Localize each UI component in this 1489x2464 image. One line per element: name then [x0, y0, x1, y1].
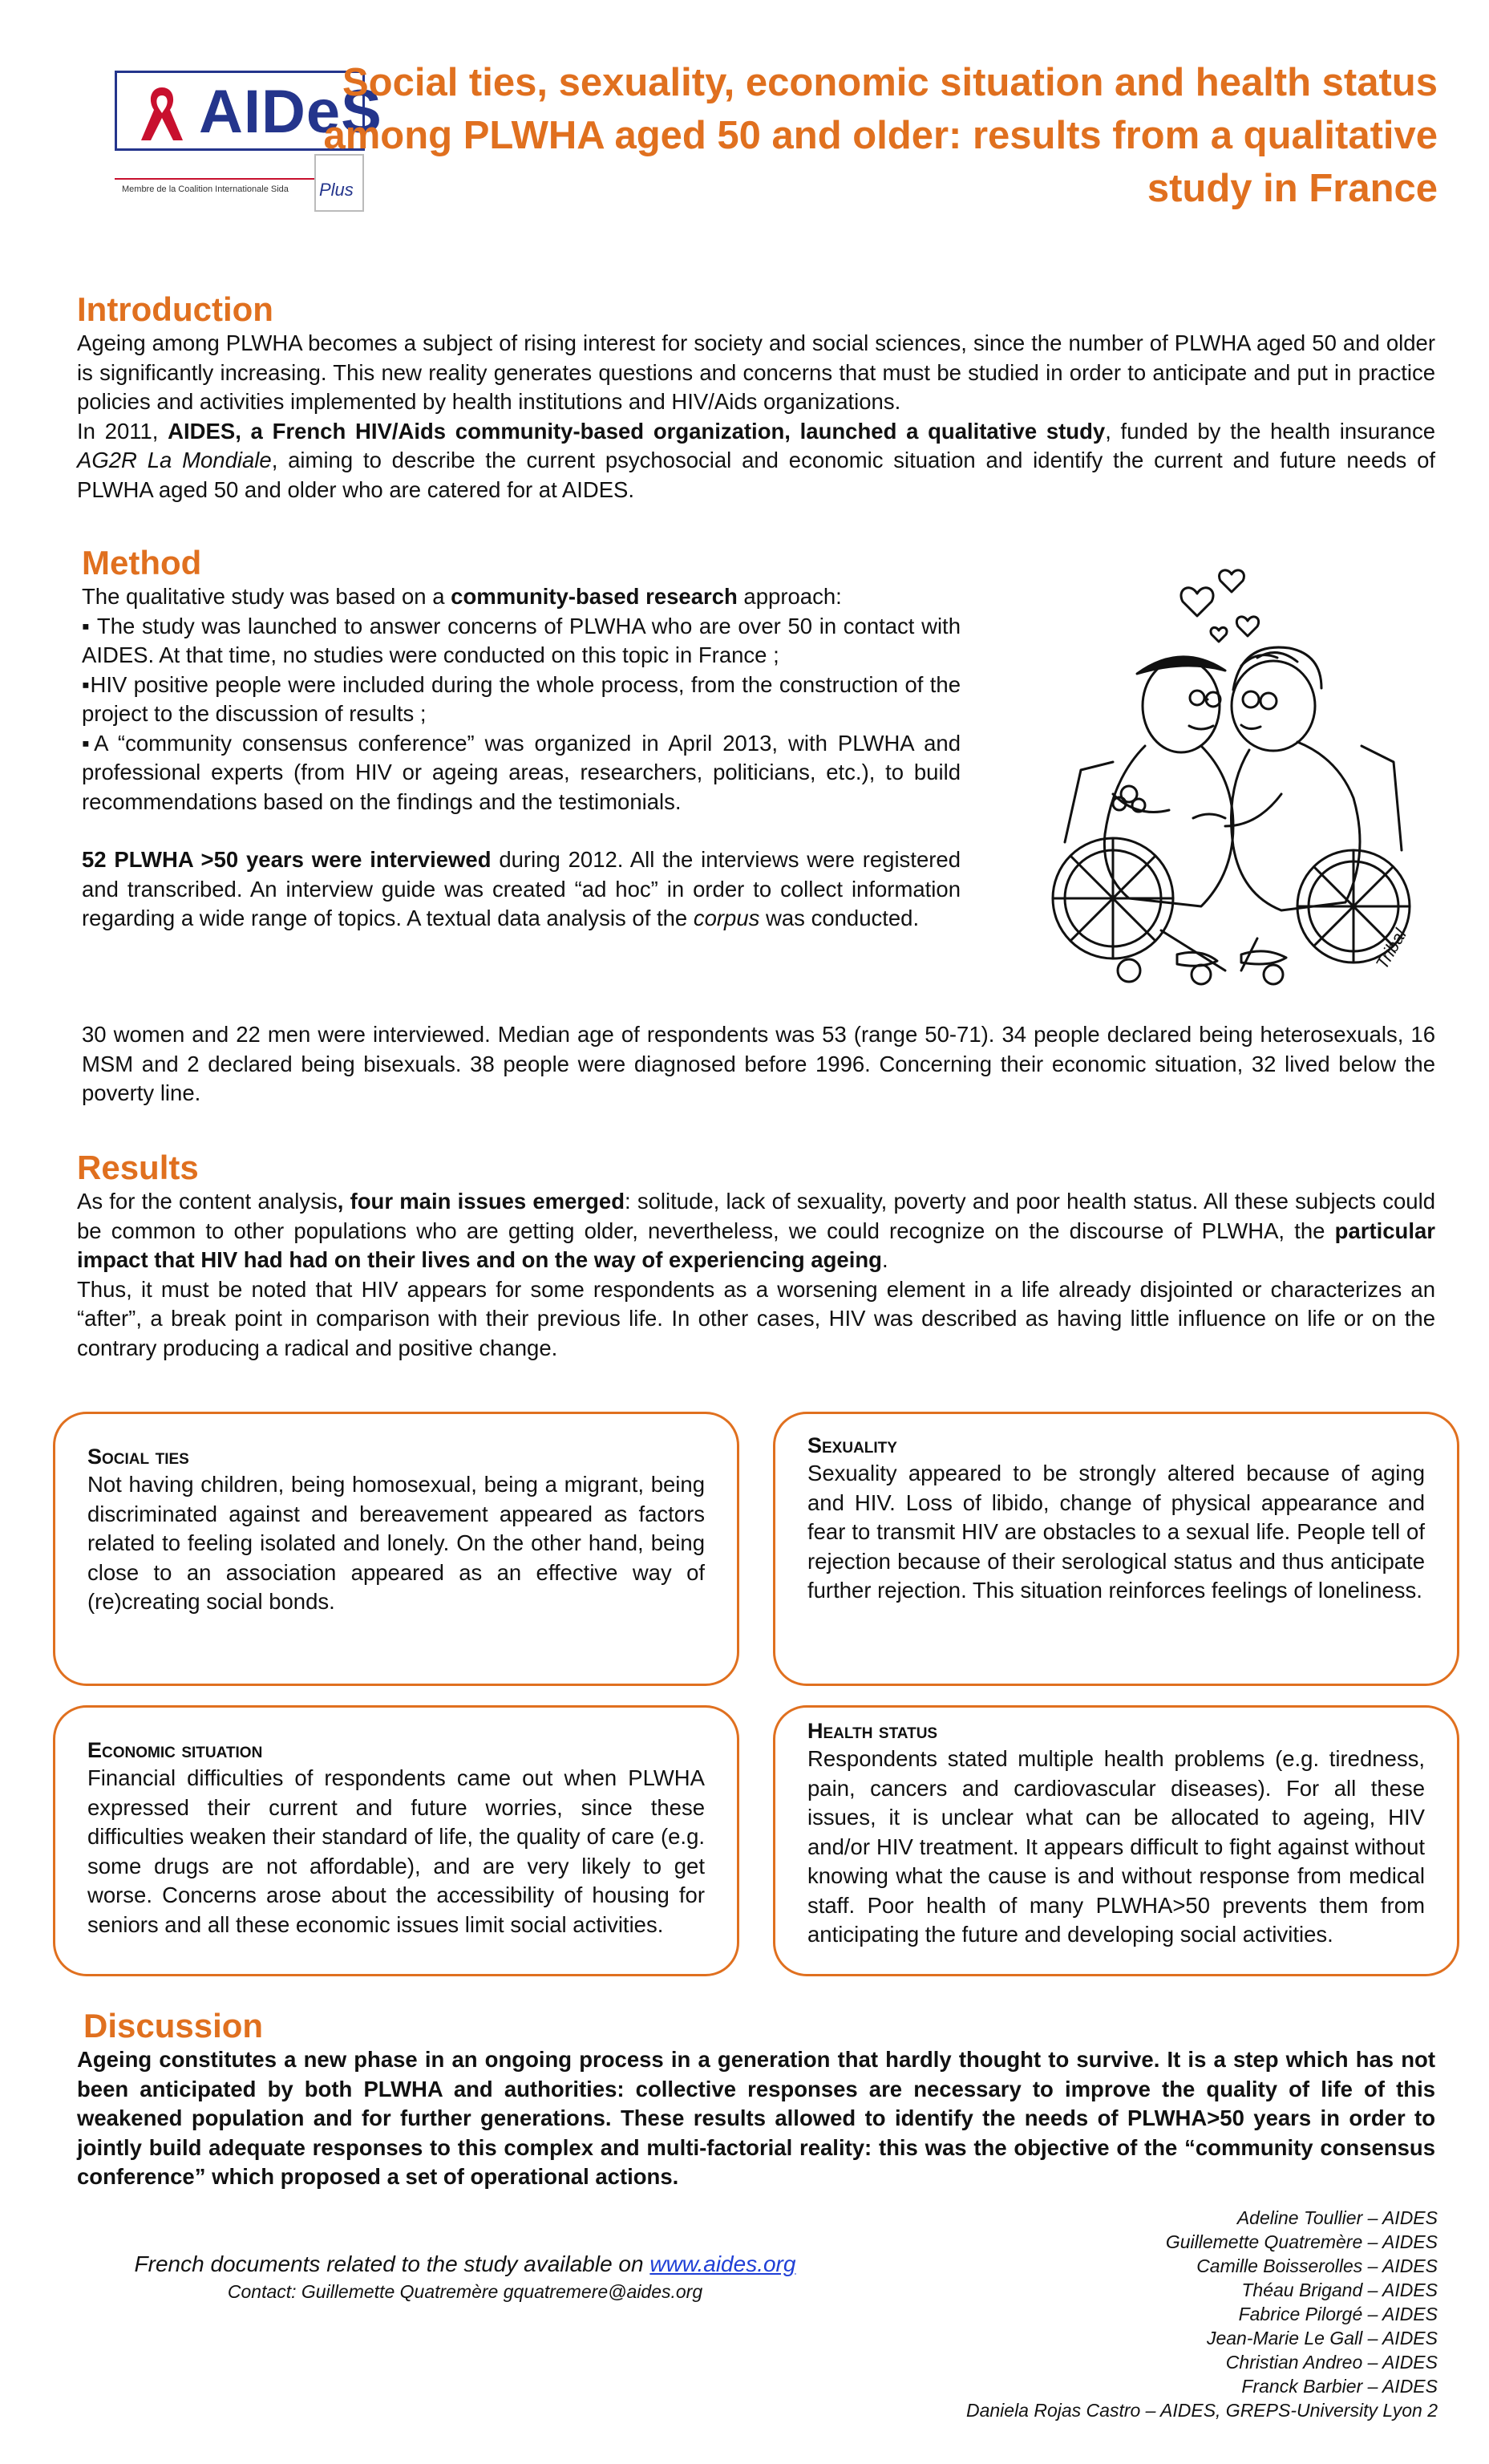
- red-ribbon-icon: [133, 81, 191, 145]
- documents-note: [0, 2251, 930, 2278]
- box-title: Health status: [807, 1719, 938, 1743]
- method-bullet-2: ▪HIV positive people were included during the whole process, from the construction of the project to the discussion of results ;: [82, 671, 961, 726]
- box-body: Sexuality appeared to be strongly altered because of aging and HIV. Loss of libido, change of physical appearance and fear to transmit HIV are obstacles to a sexual life. People tell of rejection because of their serological status and thus anticipate further rejection. This situation reinforces feelings of loneliness.: [807, 1461, 1425, 1603]
- introduction-paragraph-2: In 2011, AIDES, a French HIV/Aids community-based organization, launched a qualitative study, funded by the health insurance AG2R La Mondiale, aiming to describe the current psychosocial and economic situation and identify the current and future needs of PLWHA aged 50 and older who are catered for at AIDES.: [77, 418, 1436, 502]
- health-status-box: [773, 1705, 1459, 1976]
- introduction-paragraph-1: Ageing among PLWHA becomes a subject of rising interest for society and social sciences, since the number of PLWHA aged 50 and older is significantly increasing. This new reality generates questions and concerns that must be studied in order to anticipate and put in practice policies and activities implemented by health institutions and HIV/Aids organizations.: [77, 330, 1435, 414]
- social-ties-box: [53, 1412, 739, 1686]
- author: Daniela Rojas Castro – AIDES, GREPS-University Lyon 2: [965, 2400, 1438, 2421]
- economic-situation-box: [53, 1705, 739, 1976]
- results-paragraph-2: Thus, it must be noted that HIV appears for some respondents as a worsening element in a life already disjointed or characterizes an “after”, a break point in comparison with their previous life. In other cases, HIV was described as having little influence on life or on the contrary producing a radical and positive change.: [77, 1276, 1435, 1360]
- author: Théau Brigand – AIDES: [1241, 2280, 1438, 2300]
- box-body: Not having children, being homosexual, being a migrant, being discriminated against and bereavement appeared as factors related to feeling isolated and lonely. On the other hand, being close to an association appeared as an effective way of (re)creating social bonds.: [87, 1472, 705, 1614]
- results-section: [77, 1149, 1435, 1363]
- author-list: [716, 2206, 1438, 2422]
- author: Christian Andreo – AIDES: [1225, 2352, 1438, 2373]
- discussion-section: [77, 2007, 1435, 2192]
- author: Adeline Toullier – AIDES: [1236, 2207, 1438, 2228]
- box-title: Economic situation: [87, 1738, 263, 1762]
- sexuality-box: [773, 1412, 1459, 1686]
- partner-logo-text: Plus: [319, 180, 354, 200]
- introduction-heading: Introduction: [77, 290, 273, 328]
- elderly-couple-cartoon: [1017, 553, 1434, 987]
- box-body: Financial difficulties of respondents came out when PLWHA expressed their current and future worries, since these difficulties weaken their standard of life, the quality of care (e.g. some drugs are not affordable), and are very likely to get worse. Concerns arose about the accessibility of housing for seniors and all these economic issues limit social activities.: [87, 1765, 705, 1937]
- heart-icon: [1211, 627, 1227, 642]
- author: Fabrice Pilorgé – AIDES: [1238, 2304, 1438, 2324]
- logo-subtitle: Membre de la Coalition Internationale Sida: [122, 184, 289, 194]
- logo-divider: [115, 178, 315, 180]
- method-section: [82, 544, 961, 934]
- logo-wordmark: AIDeS: [199, 78, 382, 146]
- cartoon-signature: Tribal: [1371, 925, 1411, 973]
- aides-website-link[interactable]: www.aides.org: [649, 2251, 796, 2276]
- author: Jean-Marie Le Gall – AIDES: [1206, 2328, 1438, 2348]
- introduction-section: [77, 290, 1435, 505]
- heart-icon: [1220, 570, 1244, 592]
- box-title: Sexuality: [807, 1433, 897, 1457]
- box-title: Social ties: [87, 1445, 189, 1469]
- discussion-text: Ageing constitutes a new phase in an ongoing process in a generation that hardly thought to survive. It is a step which has not been anticipated by both PLWHA and authorities: collective responses are necessary to improve the quality of life of this weakened population and for further generations. These results allowed to identify the needs of PLWHA>50 years in order to jointly build adequate responses to this complex and multi-factorial reality: this was the objective of the “community consensus conference” which proposed a set of operational actions.: [77, 2047, 1435, 2189]
- contact-info: Contact: Guillemette Quatremère gquatremere@aides.org: [227, 2281, 703, 2302]
- method-paragraph-2: 52 PLWHA >50 years were interviewed during 2012. All the interviews were registered and transcribed. An interview guide was created “ad hoc” in order to collect information regarding a wide range of topics. A textual data analysis of the corpus was conducted.: [82, 847, 961, 930]
- author: Franck Barbier – AIDES: [1241, 2376, 1438, 2397]
- method-lead: The qualitative study was based on a community-based research approach:: [82, 584, 842, 609]
- method-paragraph-3: 30 women and 22 men were interviewed. Median age of respondents was 53 (range 50-71). 34 people declared being heterosexuals, 16 MSM and 2 declared being bisexuals. 38 people were diagnosed before 1996. Concerning their economic situation, 32 lived below the poverty line.: [82, 1022, 1435, 1105]
- heart-icon: [1236, 617, 1258, 636]
- method-demographics: [82, 1020, 1435, 1108]
- box-body: Respondents stated multiple health problems (e.g. tiredness, pain, cancers and cardiovascular diseases). For all these issues, it is unclear what can be allocated to ageing, HIV and/or HIV treatment. It appears difficult to fight against without knowing what the cause is and without response from medical staff. Poor health of many PLWHA>50 prevents them from anticipating the future and developing social activities.: [807, 1746, 1425, 1947]
- documents-text: French documents related to the study available on: [134, 2251, 650, 2276]
- author: Guillemette Quatremère – AIDES: [1165, 2231, 1438, 2252]
- results-heading: Results: [77, 1149, 199, 1186]
- author: Camille Boisserolles – AIDES: [1196, 2255, 1438, 2276]
- method-bullet-1: ▪ The study was launched to answer concerns of PLWHA who are over 50 in contact with AIDES. At that time, no studies were conducted on this topic in France ;: [82, 613, 961, 667]
- poster-title: Social ties, sexuality, economic situation and health status among PLWHA aged 50 and older: results from a qualitative study in France: [323, 61, 1438, 210]
- discussion-heading: Discussion: [83, 2007, 264, 2045]
- heart-icon: [1181, 588, 1213, 616]
- method-bullet-3: ▪A “community consensus conference” was organized in April 2013, with PLWHA and professional experts (from HIV or ageing areas, researchers, politicians, etc.), to build recommendations based on the findings and the testimonials.: [82, 730, 961, 814]
- method-heading: Method: [82, 544, 202, 582]
- results-paragraph-1: As for the content analysis, four main issues emerged: solitude, lack of sexuality, poverty and poor health status. All these subjects could be common to other populations who are getting older, nevertheless, we could recognize on the discourse of PLWHA, the particular impact that HIV had had on their lives and on the way of experiencing ageing.: [77, 1189, 1435, 1272]
